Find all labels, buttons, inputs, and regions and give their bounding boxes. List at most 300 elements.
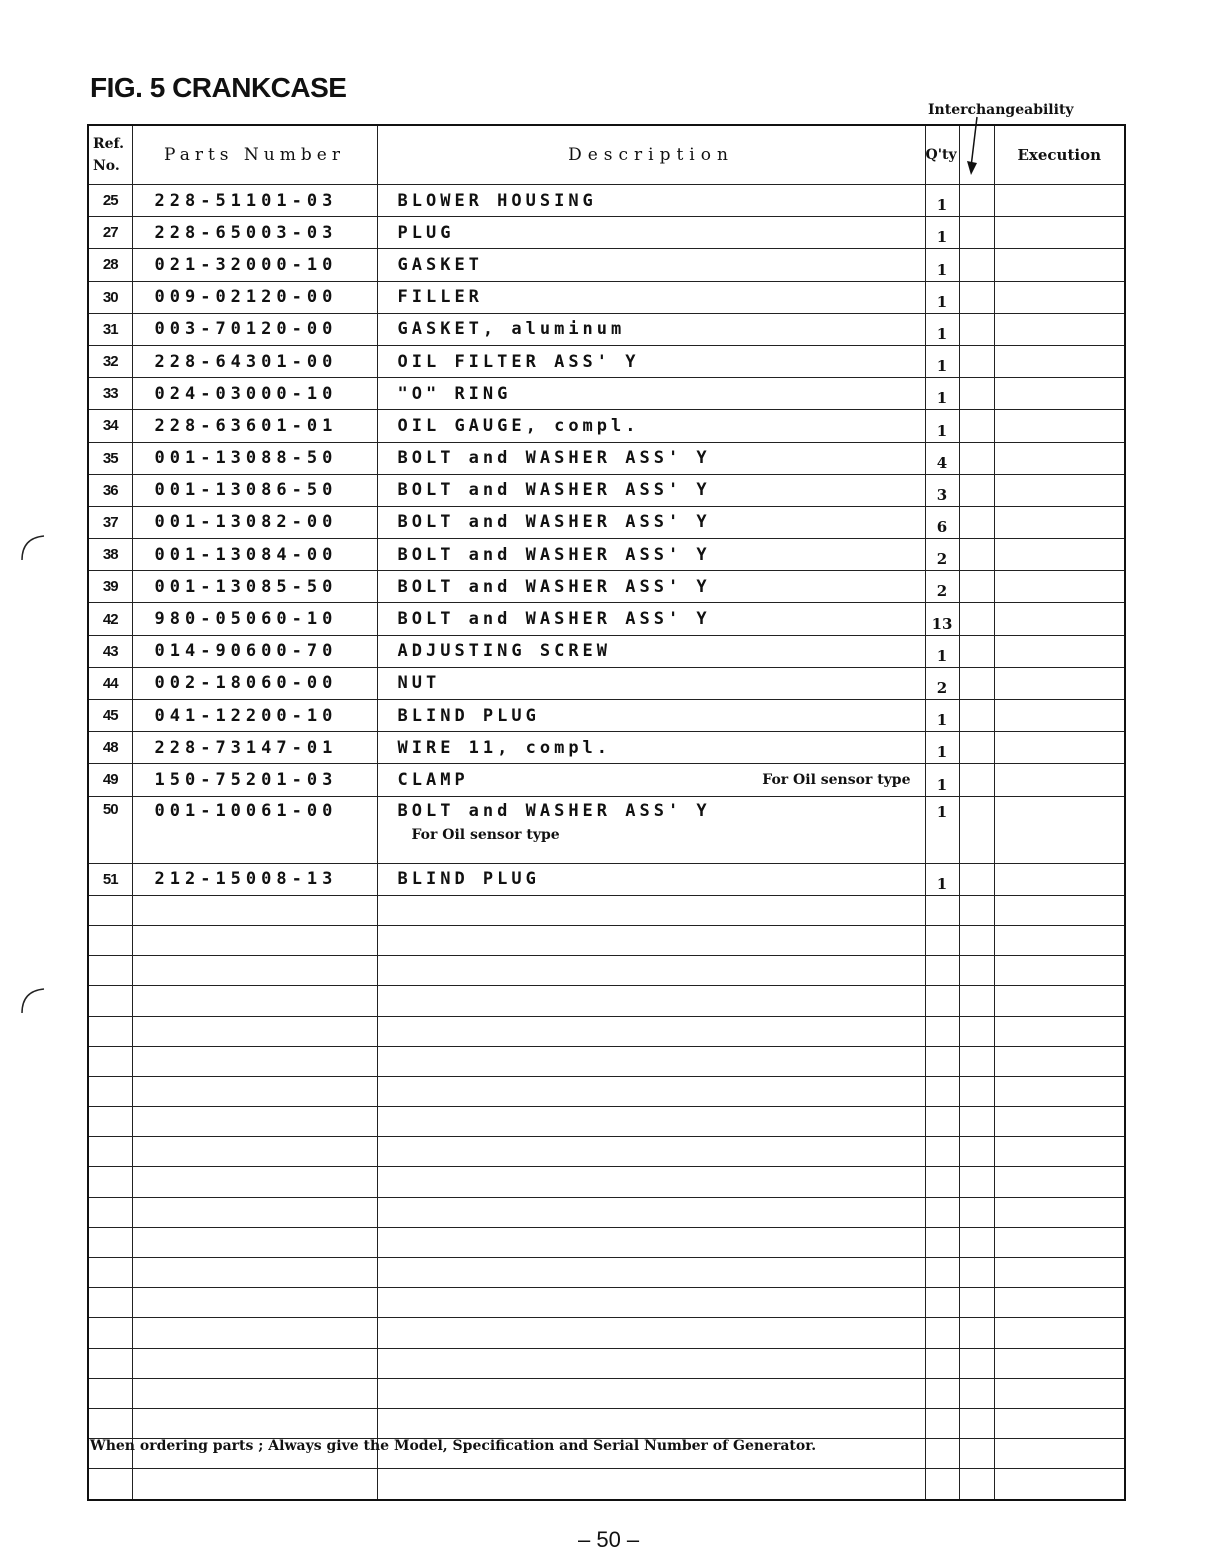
part-number-cell bbox=[132, 1016, 377, 1046]
part-number-cell: 212-15008-13 bbox=[132, 863, 377, 895]
part-number-cell bbox=[132, 1258, 377, 1288]
description-cell bbox=[377, 986, 925, 1016]
part-number-cell bbox=[132, 1107, 377, 1137]
qty-cell: 3 bbox=[925, 474, 959, 506]
table-row bbox=[88, 345, 1125, 377]
interchangeability-cell bbox=[959, 1469, 994, 1500]
description-text: BLIND PLUG bbox=[397, 705, 540, 726]
qty-cell bbox=[925, 1167, 959, 1197]
ref-no-cell bbox=[88, 1016, 132, 1046]
table-row bbox=[88, 1167, 1125, 1197]
description-cell bbox=[377, 1167, 925, 1197]
table-row bbox=[88, 1288, 1125, 1318]
description-text: BOLT and WASHER ASS' Y bbox=[397, 480, 711, 501]
table-row bbox=[88, 1408, 1125, 1438]
qty-cell bbox=[925, 1107, 959, 1137]
ref-no-cell bbox=[88, 1288, 132, 1318]
ref-no-cell bbox=[88, 1076, 132, 1106]
description-cell bbox=[377, 281, 925, 313]
execution-cell bbox=[994, 1258, 1125, 1288]
qty-cell bbox=[925, 1408, 959, 1438]
execution-cell bbox=[994, 764, 1125, 796]
qty-cell: 2 bbox=[925, 667, 959, 699]
interchangeability-cell bbox=[959, 796, 994, 863]
qty-cell: 1 bbox=[925, 185, 959, 217]
description-cell bbox=[377, 764, 925, 796]
ref-no-cell bbox=[88, 1469, 132, 1500]
execution-cell bbox=[994, 506, 1125, 538]
ref-no-cell: 42 bbox=[88, 603, 132, 635]
execution-cell bbox=[994, 700, 1125, 732]
part-number-cell: 003-70120-00 bbox=[132, 313, 377, 345]
execution-cell bbox=[994, 1318, 1125, 1348]
description-cell bbox=[377, 1318, 925, 1348]
table-row bbox=[88, 1137, 1125, 1167]
description-text: BOLT and WASHER ASS' Y bbox=[397, 609, 711, 630]
table-row bbox=[88, 410, 1125, 442]
qty-cell bbox=[925, 1227, 959, 1257]
ref-no-cell bbox=[88, 956, 132, 986]
execution-cell bbox=[994, 442, 1125, 474]
qty-cell: 1 bbox=[925, 217, 959, 249]
part-number-cell: 002-18060-00 bbox=[132, 667, 377, 699]
table-row bbox=[88, 1318, 1125, 1348]
table-row bbox=[88, 956, 1125, 986]
qty-cell bbox=[925, 1016, 959, 1046]
qty-cell bbox=[925, 895, 959, 925]
interchangeability-cell bbox=[959, 895, 994, 925]
description-text: BOLT and WASHER ASS' Y bbox=[397, 544, 711, 565]
header-ref-no: Ref. No. bbox=[88, 125, 132, 185]
execution-cell bbox=[994, 1016, 1125, 1046]
interchangeability-cell bbox=[959, 956, 994, 986]
execution-cell bbox=[994, 1469, 1125, 1500]
description-text: FILLER bbox=[397, 287, 483, 308]
part-number-cell: 024-03000-10 bbox=[132, 378, 377, 410]
description-text: WIRE 11, compl. bbox=[397, 737, 612, 758]
table-row bbox=[88, 185, 1125, 217]
part-number-cell: 041-12200-10 bbox=[132, 700, 377, 732]
description-cell bbox=[377, 863, 925, 895]
table-row bbox=[88, 1258, 1125, 1288]
description-cell bbox=[377, 217, 925, 249]
ref-no-cell bbox=[88, 1258, 132, 1288]
part-number-cell: 009-02120-00 bbox=[132, 281, 377, 313]
table-row bbox=[88, 603, 1125, 635]
description-cell bbox=[377, 1137, 925, 1167]
qty-cell bbox=[925, 1137, 959, 1167]
ref-no-cell bbox=[88, 1197, 132, 1227]
description-text: BLIND PLUG bbox=[397, 869, 540, 890]
execution-cell bbox=[994, 1378, 1125, 1408]
qty-cell: 1 bbox=[925, 410, 959, 442]
interchangeability-cell bbox=[959, 1016, 994, 1046]
description-cell bbox=[377, 925, 925, 955]
interchangeability-cell bbox=[959, 925, 994, 955]
description-cell bbox=[377, 474, 925, 506]
ref-no-cell bbox=[88, 1046, 132, 1076]
table-row bbox=[88, 1016, 1125, 1046]
execution-cell bbox=[994, 1348, 1125, 1378]
table-row bbox=[88, 313, 1125, 345]
execution-cell bbox=[994, 249, 1125, 281]
ref-no-cell: 50 bbox=[88, 796, 132, 863]
qty-cell: 1 bbox=[925, 700, 959, 732]
table-row bbox=[88, 539, 1125, 571]
execution-cell bbox=[994, 986, 1125, 1016]
ref-no-cell: 48 bbox=[88, 732, 132, 764]
interchangeability-cell bbox=[959, 986, 994, 1016]
qty-cell: 2 bbox=[925, 539, 959, 571]
ref-no-cell bbox=[88, 1167, 132, 1197]
interchangeability-cell bbox=[959, 764, 994, 796]
description-cell bbox=[377, 1107, 925, 1137]
qty-cell: 2 bbox=[925, 571, 959, 603]
ref-no-cell: 37 bbox=[88, 506, 132, 538]
qty-cell bbox=[925, 986, 959, 1016]
qty-cell: 4 bbox=[925, 442, 959, 474]
ref-no-cell bbox=[88, 925, 132, 955]
description-text: CLAMP bbox=[397, 769, 469, 790]
table-row bbox=[88, 506, 1125, 538]
description-text: "O" RING bbox=[397, 383, 512, 404]
interchangeability-cell bbox=[959, 603, 994, 635]
interchangeability-cell bbox=[959, 506, 994, 538]
qty-cell: 1 bbox=[925, 764, 959, 796]
part-number-cell bbox=[132, 1197, 377, 1227]
interchangeability-cell bbox=[959, 700, 994, 732]
part-number-cell: 014-90600-70 bbox=[132, 635, 377, 667]
part-number-cell bbox=[132, 1227, 377, 1257]
part-number-cell: 001-13088-50 bbox=[132, 442, 377, 474]
header-description: Description bbox=[377, 125, 925, 185]
execution-cell bbox=[994, 1408, 1125, 1438]
description-cell bbox=[377, 1378, 925, 1408]
execution-cell bbox=[994, 378, 1125, 410]
table-row bbox=[88, 1378, 1125, 1408]
qty-cell bbox=[925, 956, 959, 986]
part-number-cell: 228-65003-03 bbox=[132, 217, 377, 249]
part-number-cell bbox=[132, 1408, 377, 1438]
description-cell bbox=[377, 635, 925, 667]
part-number-cell bbox=[132, 1348, 377, 1378]
execution-cell bbox=[994, 1046, 1125, 1076]
qty-cell: 1 bbox=[925, 249, 959, 281]
table-row bbox=[88, 378, 1125, 410]
execution-cell bbox=[994, 217, 1125, 249]
part-number-cell bbox=[132, 1076, 377, 1106]
ref-no-cell: 39 bbox=[88, 571, 132, 603]
description-cell bbox=[377, 1076, 925, 1106]
description-cell bbox=[377, 249, 925, 281]
execution-cell bbox=[994, 281, 1125, 313]
ref-no-cell: 28 bbox=[88, 249, 132, 281]
description-text: GASKET bbox=[397, 254, 483, 275]
description-text: OIL FILTER ASS' Y bbox=[397, 351, 640, 372]
table-row bbox=[88, 249, 1125, 281]
part-number-cell: 001-13084-00 bbox=[132, 539, 377, 571]
interchangeability-cell bbox=[959, 571, 994, 603]
interchangeability-cell bbox=[959, 539, 994, 571]
description-cell bbox=[377, 1469, 925, 1500]
part-number-cell bbox=[132, 956, 377, 986]
table-header-row bbox=[88, 125, 1125, 185]
description-cell bbox=[377, 539, 925, 571]
ref-no-cell: 51 bbox=[88, 863, 132, 895]
table-row bbox=[88, 925, 1125, 955]
description-cell bbox=[377, 1408, 925, 1438]
qty-cell: 13 bbox=[925, 603, 959, 635]
interchangeability-cell bbox=[959, 378, 994, 410]
part-number-cell: 001-10061-00 bbox=[132, 796, 377, 863]
table-row bbox=[88, 1107, 1125, 1137]
interchangeability-cell bbox=[959, 442, 994, 474]
qty-cell: 1 bbox=[925, 378, 959, 410]
execution-cell bbox=[994, 603, 1125, 635]
punch-hole-mark bbox=[10, 532, 50, 572]
ref-no-cell bbox=[88, 1378, 132, 1408]
header-qty: Q'ty bbox=[925, 125, 959, 185]
interchangeability-cell bbox=[959, 281, 994, 313]
ordering-note: When ordering parts ; Always give the Model, Specification and Serial Number of Generator. bbox=[90, 1438, 817, 1454]
description-cell bbox=[377, 667, 925, 699]
interchangeability-cell bbox=[959, 1167, 994, 1197]
header-parts-number: Parts Number bbox=[132, 125, 377, 185]
part-number-cell: 980-05060-10 bbox=[132, 603, 377, 635]
interchangeability-cell bbox=[959, 345, 994, 377]
description-text: BOLT and WASHER ASS' Y bbox=[397, 800, 711, 821]
part-number-cell: 021-32000-10 bbox=[132, 249, 377, 281]
interchangeability-cell bbox=[959, 1258, 994, 1288]
ref-no-cell: 34 bbox=[88, 410, 132, 442]
ref-no-cell: 44 bbox=[88, 667, 132, 699]
qty-cell: 1 bbox=[925, 732, 959, 764]
description-cell bbox=[377, 410, 925, 442]
part-number-cell: 228-73147-01 bbox=[132, 732, 377, 764]
part-number-cell: 228-64301-00 bbox=[132, 345, 377, 377]
execution-cell bbox=[994, 732, 1125, 764]
qty-cell: 1 bbox=[925, 313, 959, 345]
description-cell bbox=[377, 895, 925, 925]
ref-no-cell: 25 bbox=[88, 185, 132, 217]
execution-cell bbox=[994, 1197, 1125, 1227]
ref-no-cell: 36 bbox=[88, 474, 132, 506]
table-row bbox=[88, 986, 1125, 1016]
ref-no-cell: 30 bbox=[88, 281, 132, 313]
interchangeability-cell bbox=[959, 185, 994, 217]
ref-no-cell bbox=[88, 1137, 132, 1167]
ref-no-cell: 31 bbox=[88, 313, 132, 345]
execution-cell bbox=[994, 1107, 1125, 1137]
ref-no-cell: 49 bbox=[88, 764, 132, 796]
qty-cell bbox=[925, 1318, 959, 1348]
ref-no-cell bbox=[88, 1408, 132, 1438]
part-number-cell: 001-13082-00 bbox=[132, 506, 377, 538]
description-cell bbox=[377, 1227, 925, 1257]
part-number-cell bbox=[132, 1167, 377, 1197]
description-cell bbox=[377, 571, 925, 603]
description-cell bbox=[377, 1197, 925, 1227]
part-number-cell bbox=[132, 895, 377, 925]
ref-no-cell bbox=[88, 1348, 132, 1378]
interchangeability-cell bbox=[959, 474, 994, 506]
execution-cell bbox=[994, 313, 1125, 345]
table-row bbox=[88, 474, 1125, 506]
page-title: FIG. 5 CRANKCASE bbox=[90, 72, 347, 103]
qty-cell: 1 bbox=[925, 281, 959, 313]
description-text: GASKET, aluminum bbox=[397, 319, 626, 340]
qty-cell bbox=[925, 1348, 959, 1378]
description-text: BLOWER HOUSING bbox=[397, 190, 597, 211]
table-row bbox=[88, 667, 1125, 699]
description-cell bbox=[377, 700, 925, 732]
description-text: BOLT and WASHER ASS' Y bbox=[397, 448, 711, 469]
interchangeability-cell bbox=[959, 1076, 994, 1106]
table-row bbox=[88, 1076, 1125, 1106]
part-number-cell bbox=[132, 925, 377, 955]
part-number-cell: 228-51101-03 bbox=[132, 185, 377, 217]
part-number-cell bbox=[132, 1318, 377, 1348]
interchangeability-cell bbox=[959, 1348, 994, 1378]
ref-no-cell: 32 bbox=[88, 345, 132, 377]
ref-no-cell: 33 bbox=[88, 378, 132, 410]
ref-no-cell: 43 bbox=[88, 635, 132, 667]
execution-cell bbox=[994, 410, 1125, 442]
ref-no-cell: 27 bbox=[88, 217, 132, 249]
description-cell bbox=[377, 345, 925, 377]
execution-cell bbox=[994, 345, 1125, 377]
execution-cell bbox=[994, 635, 1125, 667]
qty-cell: 1 bbox=[925, 863, 959, 895]
description-subnote: For Oil sensor type bbox=[411, 826, 560, 843]
page-number: – 50 – bbox=[578, 1527, 640, 1552]
part-number-cell bbox=[132, 1137, 377, 1167]
description-cell bbox=[377, 1288, 925, 1318]
table-row bbox=[88, 1197, 1125, 1227]
qty-cell: 1 bbox=[925, 796, 959, 863]
description-cell bbox=[377, 732, 925, 764]
parts-table bbox=[87, 124, 1126, 1501]
part-number-cell bbox=[132, 1046, 377, 1076]
interchangeability-cell bbox=[959, 1318, 994, 1348]
execution-cell bbox=[994, 1137, 1125, 1167]
description-note: For Oil sensor type bbox=[762, 771, 911, 788]
interchangeability-cell bbox=[959, 313, 994, 345]
description-cell bbox=[377, 378, 925, 410]
description-cell bbox=[377, 1258, 925, 1288]
ref-no-cell: 38 bbox=[88, 539, 132, 571]
description-text: ADJUSTING SCREW bbox=[397, 641, 612, 662]
qty-cell: 6 bbox=[925, 506, 959, 538]
qty-cell bbox=[925, 1076, 959, 1106]
execution-cell bbox=[994, 667, 1125, 699]
description-cell bbox=[377, 956, 925, 986]
description-text: BOLT and WASHER ASS' Y bbox=[397, 512, 711, 533]
part-number-cell: 001-13085-50 bbox=[132, 571, 377, 603]
ref-no-cell: 35 bbox=[88, 442, 132, 474]
interchangeability-cell bbox=[959, 249, 994, 281]
part-number-cell bbox=[132, 1469, 377, 1500]
table-row bbox=[88, 1227, 1125, 1257]
table-row bbox=[88, 764, 1125, 796]
description-text: OIL GAUGE, compl. bbox=[397, 415, 640, 436]
description-cell bbox=[377, 313, 925, 345]
punch-hole-mark bbox=[10, 985, 50, 1025]
description-text: PLUG bbox=[397, 222, 455, 243]
description-cell bbox=[377, 442, 925, 474]
table-row bbox=[88, 1046, 1125, 1076]
qty-cell bbox=[925, 1288, 959, 1318]
ref-no-cell: 45 bbox=[88, 700, 132, 732]
execution-cell bbox=[994, 1167, 1125, 1197]
interchangeability-cell bbox=[959, 217, 994, 249]
table-row bbox=[88, 895, 1125, 925]
interchangeability-label: Interchangeability bbox=[928, 102, 1074, 118]
description-cell bbox=[377, 185, 925, 217]
interchangeability-cell bbox=[959, 1107, 994, 1137]
description-cell bbox=[377, 603, 925, 635]
description-text: NUT bbox=[397, 673, 441, 694]
execution-cell bbox=[994, 539, 1125, 571]
description-cell bbox=[377, 1016, 925, 1046]
interchangeability-cell bbox=[959, 1046, 994, 1076]
interchangeability-cell bbox=[959, 863, 994, 895]
description-cell bbox=[377, 796, 925, 863]
table-row bbox=[88, 635, 1125, 667]
execution-cell bbox=[994, 863, 1125, 895]
ref-no-cell bbox=[88, 1318, 132, 1348]
part-number-cell: 001-13086-50 bbox=[132, 474, 377, 506]
execution-cell bbox=[994, 925, 1125, 955]
interchangeability-cell bbox=[959, 732, 994, 764]
part-number-cell bbox=[132, 1378, 377, 1408]
qty-cell bbox=[925, 1439, 959, 1469]
qty-cell bbox=[925, 1046, 959, 1076]
header-interchangeability bbox=[959, 125, 994, 185]
ref-no-cell bbox=[88, 895, 132, 925]
interchangeability-cell bbox=[959, 1137, 994, 1167]
interchangeability-cell bbox=[959, 1227, 994, 1257]
interchangeability-cell bbox=[959, 635, 994, 667]
ref-no-cell bbox=[88, 1107, 132, 1137]
execution-cell bbox=[994, 474, 1125, 506]
qty-cell bbox=[925, 1469, 959, 1500]
execution-cell bbox=[994, 1288, 1125, 1318]
table-row bbox=[88, 732, 1125, 764]
qty-cell bbox=[925, 1378, 959, 1408]
interchangeability-cell bbox=[959, 410, 994, 442]
description-cell bbox=[377, 1046, 925, 1076]
execution-cell bbox=[994, 895, 1125, 925]
table-row bbox=[88, 796, 1125, 863]
table-row bbox=[88, 442, 1125, 474]
part-number-cell: 228-63601-01 bbox=[132, 410, 377, 442]
execution-cell bbox=[994, 1439, 1125, 1469]
ref-no-cell bbox=[88, 1227, 132, 1257]
execution-cell bbox=[994, 185, 1125, 217]
execution-cell bbox=[994, 1227, 1125, 1257]
table-row bbox=[88, 571, 1125, 603]
part-number-cell: 150-75201-03 bbox=[132, 764, 377, 796]
qty-cell bbox=[925, 925, 959, 955]
table-row bbox=[88, 700, 1125, 732]
interchangeability-cell bbox=[959, 1197, 994, 1227]
description-cell bbox=[377, 1348, 925, 1378]
table-row bbox=[88, 1469, 1125, 1500]
ref-no-cell bbox=[88, 986, 132, 1016]
table-row bbox=[88, 281, 1125, 313]
description-text: BOLT and WASHER ASS' Y bbox=[397, 576, 711, 597]
